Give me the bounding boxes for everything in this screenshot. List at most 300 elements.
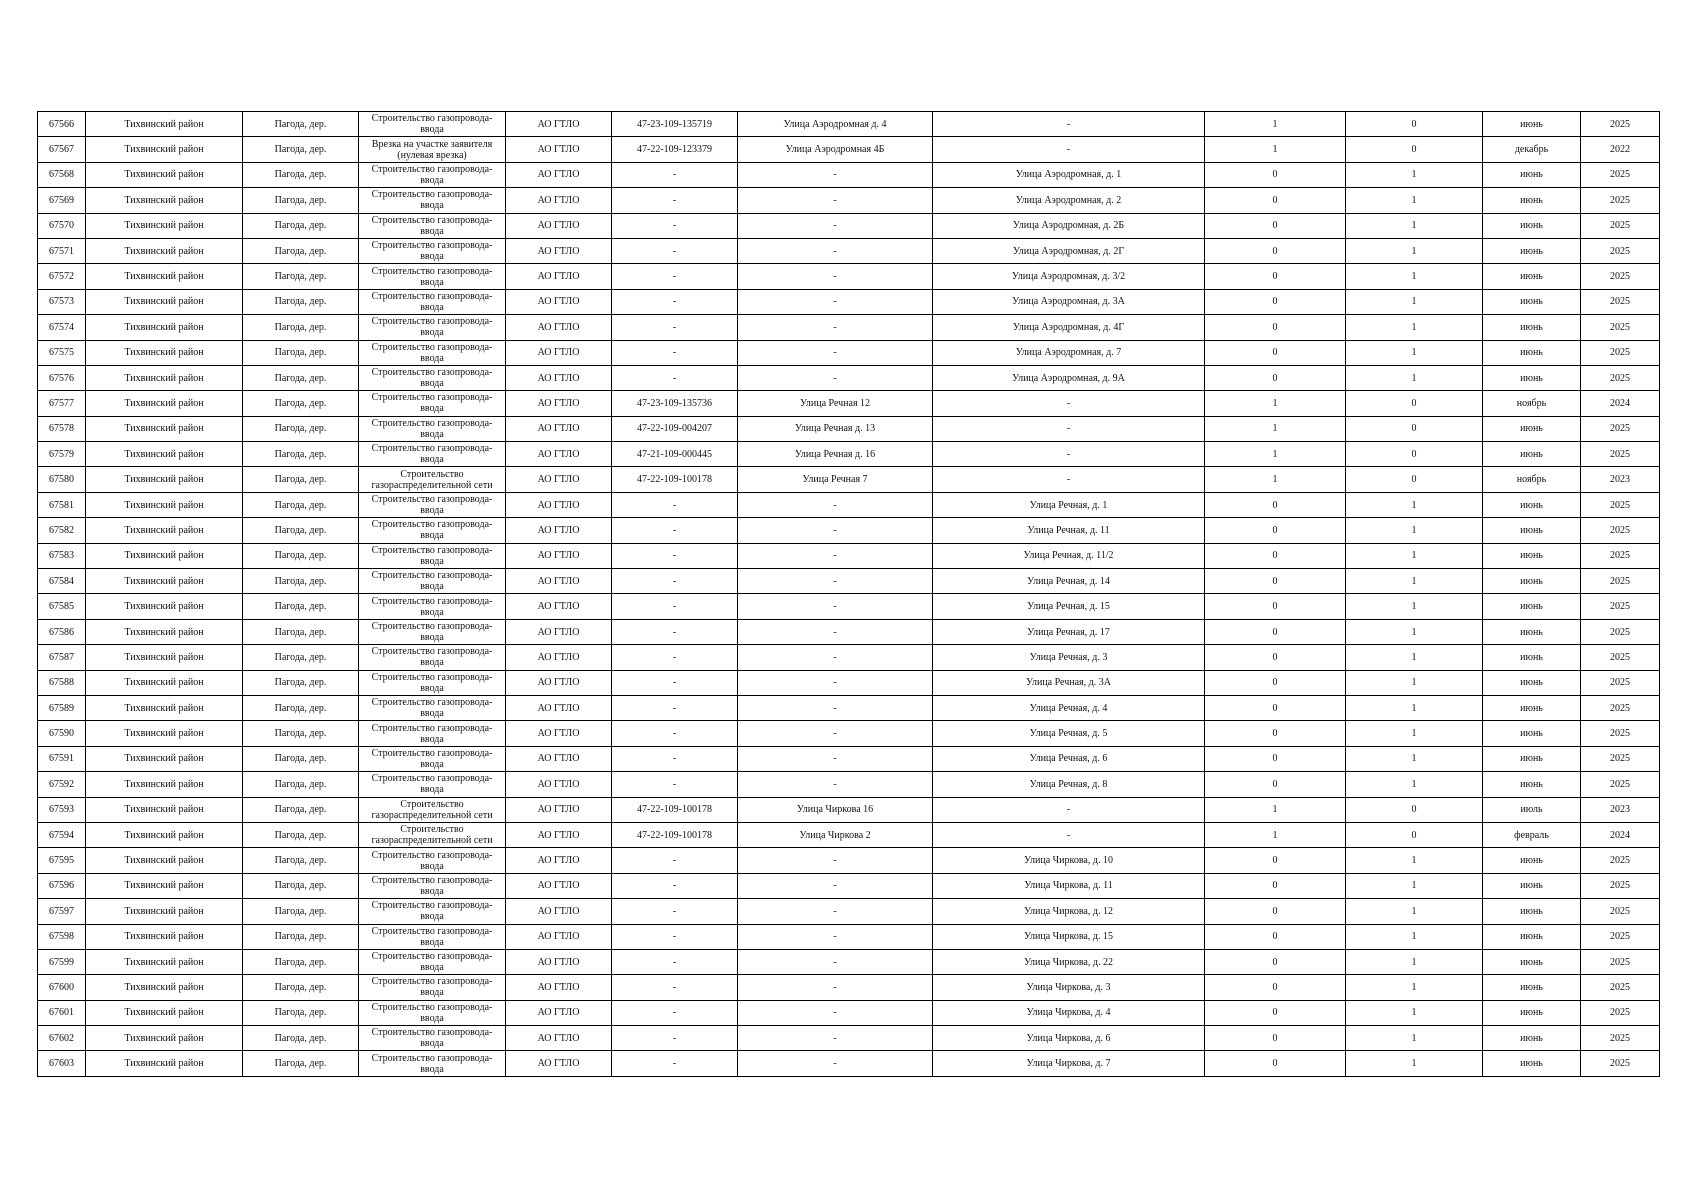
cell-settlement: Пагода, дер. bbox=[243, 949, 359, 974]
table-row bbox=[38, 1000, 1660, 1025]
cell-district: Тихвинский район bbox=[86, 848, 243, 873]
cell-house-address: Улица Речная, д. 3 bbox=[933, 645, 1205, 670]
cell-month: июнь bbox=[1483, 315, 1581, 340]
cell-cadastral-number: 47-22-109-100178 bbox=[612, 797, 738, 822]
cell-settlement: Пагода, дер. bbox=[243, 238, 359, 263]
cell-month: июнь bbox=[1483, 873, 1581, 898]
cell-cadastral-number: - bbox=[612, 518, 738, 543]
cell-month: июнь bbox=[1483, 695, 1581, 720]
cell-house-address: Улица Аэродромная, д. 2Г bbox=[933, 238, 1205, 263]
cell-count-b: 1 bbox=[1346, 1026, 1483, 1051]
cell-month: июнь bbox=[1483, 492, 1581, 517]
cell-settlement: Пагода, дер. bbox=[243, 391, 359, 416]
cell-house-address: Улица Чиркова, д. 7 bbox=[933, 1051, 1205, 1076]
cell-work-type: Строительство газопровода-ввода bbox=[359, 543, 506, 568]
cell-year: 2025 bbox=[1581, 162, 1660, 187]
table-row bbox=[38, 365, 1660, 390]
cell-address: - bbox=[738, 899, 933, 924]
cell-month: июнь bbox=[1483, 518, 1581, 543]
cell-work-type: Строительство газопровода-ввода bbox=[359, 924, 506, 949]
cell-count-b: 1 bbox=[1346, 264, 1483, 289]
cell-address: Улица Речная д. 13 bbox=[738, 416, 933, 441]
cell-count-b: 1 bbox=[1346, 289, 1483, 314]
cell-year: 2025 bbox=[1581, 1051, 1660, 1076]
cell-count-a: 1 bbox=[1205, 391, 1346, 416]
cell-organization: АО ГТЛО bbox=[506, 442, 612, 467]
cell-cadastral-number: - bbox=[612, 746, 738, 771]
cell-count-b: 1 bbox=[1346, 594, 1483, 619]
cell-count-a: 0 bbox=[1205, 213, 1346, 238]
cell-work-type: Строительство газопровода-ввода bbox=[359, 492, 506, 517]
cell-id: 67583 bbox=[38, 543, 86, 568]
cell-count-b: 1 bbox=[1346, 924, 1483, 949]
cell-year: 2025 bbox=[1581, 518, 1660, 543]
cell-year: 2025 bbox=[1581, 645, 1660, 670]
cell-id: 67600 bbox=[38, 975, 86, 1000]
cell-address: Улица Речная 7 bbox=[738, 467, 933, 492]
cell-count-b: 1 bbox=[1346, 238, 1483, 263]
cell-settlement: Пагода, дер. bbox=[243, 213, 359, 238]
cell-work-type: Строительство газопровода-ввода bbox=[359, 746, 506, 771]
cell-cadastral-number: - bbox=[612, 315, 738, 340]
cell-id: 67576 bbox=[38, 365, 86, 390]
cell-address: Улица Аэродромная 4Б bbox=[738, 137, 933, 162]
cell-count-b: 0 bbox=[1346, 112, 1483, 137]
cell-district: Тихвинский район bbox=[86, 391, 243, 416]
cell-work-type: Строительство газопровода-ввода bbox=[359, 619, 506, 644]
cell-district: Тихвинский район bbox=[86, 162, 243, 187]
table-row bbox=[38, 238, 1660, 263]
cell-organization: АО ГТЛО bbox=[506, 238, 612, 263]
cell-organization: АО ГТЛО bbox=[506, 848, 612, 873]
cell-id: 67599 bbox=[38, 949, 86, 974]
cell-settlement: Пагода, дер. bbox=[243, 162, 359, 187]
cell-settlement: Пагода, дер. bbox=[243, 645, 359, 670]
table-row bbox=[38, 543, 1660, 568]
cell-district: Тихвинский район bbox=[86, 924, 243, 949]
cell-district: Тихвинский район bbox=[86, 721, 243, 746]
cell-house-address: Улица Речная, д. 3А bbox=[933, 670, 1205, 695]
cell-house-address: Улица Речная, д. 11/2 bbox=[933, 543, 1205, 568]
cell-year: 2022 bbox=[1581, 137, 1660, 162]
cell-month: июнь bbox=[1483, 1051, 1581, 1076]
cell-id: 67602 bbox=[38, 1026, 86, 1051]
cell-house-address: Улица Речная, д. 1 bbox=[933, 492, 1205, 517]
table-row bbox=[38, 1051, 1660, 1076]
cell-address: - bbox=[738, 492, 933, 517]
cell-month: июнь bbox=[1483, 213, 1581, 238]
cell-id: 67579 bbox=[38, 442, 86, 467]
table-row bbox=[38, 822, 1660, 847]
cell-id: 67591 bbox=[38, 746, 86, 771]
cell-year: 2025 bbox=[1581, 1026, 1660, 1051]
cell-district: Тихвинский район bbox=[86, 1051, 243, 1076]
cell-count-b: 1 bbox=[1346, 645, 1483, 670]
cell-count-b: 1 bbox=[1346, 213, 1483, 238]
cell-settlement: Пагода, дер. bbox=[243, 188, 359, 213]
cell-month: июнь bbox=[1483, 188, 1581, 213]
cell-count-b: 0 bbox=[1346, 822, 1483, 847]
cell-month: июнь bbox=[1483, 365, 1581, 390]
cell-address: - bbox=[738, 594, 933, 619]
cell-year: 2025 bbox=[1581, 365, 1660, 390]
cell-district: Тихвинский район bbox=[86, 1000, 243, 1025]
cell-settlement: Пагода, дер. bbox=[243, 670, 359, 695]
cell-cadastral-number: - bbox=[612, 569, 738, 594]
cell-count-a: 0 bbox=[1205, 721, 1346, 746]
cell-house-address: Улица Речная, д. 8 bbox=[933, 772, 1205, 797]
cell-id: 67574 bbox=[38, 315, 86, 340]
cell-count-a: 0 bbox=[1205, 873, 1346, 898]
cell-month: июнь bbox=[1483, 645, 1581, 670]
cell-organization: АО ГТЛО bbox=[506, 492, 612, 517]
cell-year: 2025 bbox=[1581, 924, 1660, 949]
cell-address: - bbox=[738, 188, 933, 213]
cell-count-a: 0 bbox=[1205, 569, 1346, 594]
cell-district: Тихвинский район bbox=[86, 899, 243, 924]
cell-count-a: 0 bbox=[1205, 289, 1346, 314]
cell-work-type: Строительство газопровода-ввода bbox=[359, 594, 506, 619]
cell-address: - bbox=[738, 238, 933, 263]
cell-id: 67592 bbox=[38, 772, 86, 797]
cell-month: ноябрь bbox=[1483, 391, 1581, 416]
cell-month: июнь bbox=[1483, 1026, 1581, 1051]
cell-district: Тихвинский район bbox=[86, 594, 243, 619]
cell-work-type: Строительство газопровода-ввода bbox=[359, 213, 506, 238]
cell-id: 67598 bbox=[38, 924, 86, 949]
table-row bbox=[38, 1026, 1660, 1051]
cell-settlement: Пагода, дер. bbox=[243, 695, 359, 720]
cell-organization: АО ГТЛО bbox=[506, 315, 612, 340]
cell-organization: АО ГТЛО bbox=[506, 594, 612, 619]
cell-house-address: Улица Чиркова, д. 22 bbox=[933, 949, 1205, 974]
cell-organization: АО ГТЛО bbox=[506, 391, 612, 416]
cell-organization: АО ГТЛО bbox=[506, 873, 612, 898]
cell-house-address: Улица Чиркова, д. 4 bbox=[933, 1000, 1205, 1025]
cell-cadastral-number: - bbox=[612, 619, 738, 644]
cell-district: Тихвинский район bbox=[86, 213, 243, 238]
cell-month: июнь bbox=[1483, 975, 1581, 1000]
cell-district: Тихвинский район bbox=[86, 112, 243, 137]
cell-work-type: Строительство газопровода-ввода bbox=[359, 416, 506, 441]
cell-month: июнь bbox=[1483, 1000, 1581, 1025]
cell-organization: АО ГТЛО bbox=[506, 137, 612, 162]
cell-house-address: - bbox=[933, 822, 1205, 847]
cell-work-type: Врезка на участке заявителя (нулевая врезка) bbox=[359, 137, 506, 162]
cell-count-b: 1 bbox=[1346, 1051, 1483, 1076]
cell-district: Тихвинский район bbox=[86, 518, 243, 543]
cell-count-a: 0 bbox=[1205, 746, 1346, 771]
cell-count-a: 0 bbox=[1205, 238, 1346, 263]
cell-work-type: Строительство газораспределительной сети bbox=[359, 797, 506, 822]
cell-count-a: 1 bbox=[1205, 822, 1346, 847]
cell-district: Тихвинский район bbox=[86, 1026, 243, 1051]
cell-year: 2025 bbox=[1581, 238, 1660, 263]
cell-address: Улица Речная д. 16 bbox=[738, 442, 933, 467]
cell-organization: АО ГТЛО bbox=[506, 670, 612, 695]
cell-house-address: - bbox=[933, 391, 1205, 416]
cell-month: июнь bbox=[1483, 899, 1581, 924]
cell-address: - bbox=[738, 619, 933, 644]
cell-work-type: Строительство газораспределительной сети bbox=[359, 822, 506, 847]
cell-organization: АО ГТЛО bbox=[506, 1026, 612, 1051]
cell-count-a: 0 bbox=[1205, 543, 1346, 568]
cell-month: июнь bbox=[1483, 442, 1581, 467]
cell-cadastral-number: 47-23-109-135719 bbox=[612, 112, 738, 137]
cell-count-b: 1 bbox=[1346, 975, 1483, 1000]
cell-month: декабрь bbox=[1483, 137, 1581, 162]
cell-month: июнь bbox=[1483, 949, 1581, 974]
table-row bbox=[38, 391, 1660, 416]
cell-settlement: Пагода, дер. bbox=[243, 416, 359, 441]
cell-year: 2024 bbox=[1581, 391, 1660, 416]
cell-settlement: Пагода, дер. bbox=[243, 467, 359, 492]
cell-cadastral-number: 47-22-109-100178 bbox=[612, 467, 738, 492]
table-row bbox=[38, 721, 1660, 746]
cell-count-a: 0 bbox=[1205, 695, 1346, 720]
table-row bbox=[38, 137, 1660, 162]
cell-count-b: 1 bbox=[1346, 619, 1483, 644]
cell-cadastral-number: - bbox=[612, 238, 738, 263]
cell-cadastral-number: - bbox=[612, 721, 738, 746]
cell-year: 2025 bbox=[1581, 594, 1660, 619]
cell-id: 67577 bbox=[38, 391, 86, 416]
cell-month: ноябрь bbox=[1483, 467, 1581, 492]
table-row bbox=[38, 949, 1660, 974]
table-row bbox=[38, 467, 1660, 492]
cell-count-a: 0 bbox=[1205, 772, 1346, 797]
cell-id: 67601 bbox=[38, 1000, 86, 1025]
cell-count-b: 1 bbox=[1346, 315, 1483, 340]
cell-organization: АО ГТЛО bbox=[506, 797, 612, 822]
cell-count-a: 1 bbox=[1205, 442, 1346, 467]
cell-organization: АО ГТЛО bbox=[506, 213, 612, 238]
cell-address: - bbox=[738, 949, 933, 974]
cell-count-a: 1 bbox=[1205, 112, 1346, 137]
cell-address: Улица Чиркова 2 bbox=[738, 822, 933, 847]
cell-district: Тихвинский район bbox=[86, 975, 243, 1000]
cell-house-address: - bbox=[933, 442, 1205, 467]
table-row bbox=[38, 518, 1660, 543]
cell-house-address: - bbox=[933, 416, 1205, 441]
cell-cadastral-number: - bbox=[612, 264, 738, 289]
cell-organization: АО ГТЛО bbox=[506, 416, 612, 441]
cell-house-address: Улица Речная, д. 4 bbox=[933, 695, 1205, 720]
cell-house-address: Улица Аэродромная, д. 7 bbox=[933, 340, 1205, 365]
cell-organization: АО ГТЛО bbox=[506, 289, 612, 314]
cell-month: июнь bbox=[1483, 543, 1581, 568]
cell-year: 2025 bbox=[1581, 848, 1660, 873]
cell-year: 2024 bbox=[1581, 822, 1660, 847]
cell-id: 67588 bbox=[38, 670, 86, 695]
cell-settlement: Пагода, дер. bbox=[243, 899, 359, 924]
cell-id: 67590 bbox=[38, 721, 86, 746]
cell-count-b: 1 bbox=[1346, 848, 1483, 873]
cell-year: 2025 bbox=[1581, 949, 1660, 974]
cell-house-address: Улица Аэродромная, д. 4Г bbox=[933, 315, 1205, 340]
cell-id: 67589 bbox=[38, 695, 86, 720]
cell-count-b: 1 bbox=[1346, 569, 1483, 594]
cell-count-a: 0 bbox=[1205, 949, 1346, 974]
cell-address: - bbox=[738, 518, 933, 543]
cell-organization: АО ГТЛО bbox=[506, 772, 612, 797]
cell-district: Тихвинский район bbox=[86, 619, 243, 644]
cell-house-address: - bbox=[933, 112, 1205, 137]
cell-id: 67571 bbox=[38, 238, 86, 263]
cell-year: 2025 bbox=[1581, 619, 1660, 644]
cell-count-a: 0 bbox=[1205, 1000, 1346, 1025]
cell-house-address: Улица Речная, д. 6 bbox=[933, 746, 1205, 771]
cell-month: февраль bbox=[1483, 822, 1581, 847]
cell-month: июль bbox=[1483, 797, 1581, 822]
cell-year: 2025 bbox=[1581, 695, 1660, 720]
cell-house-address: Улица Чиркова, д. 15 bbox=[933, 924, 1205, 949]
cell-organization: АО ГТЛО bbox=[506, 162, 612, 187]
cell-settlement: Пагода, дер. bbox=[243, 1026, 359, 1051]
cell-work-type: Строительство газопровода-ввода bbox=[359, 365, 506, 390]
cell-year: 2025 bbox=[1581, 289, 1660, 314]
cell-cadastral-number: - bbox=[612, 340, 738, 365]
cell-count-a: 0 bbox=[1205, 924, 1346, 949]
table-row bbox=[38, 746, 1660, 771]
cell-house-address: Улица Речная, д. 5 bbox=[933, 721, 1205, 746]
cell-district: Тихвинский район bbox=[86, 645, 243, 670]
cell-cadastral-number: - bbox=[612, 594, 738, 619]
cell-house-address: Улица Чиркова, д. 10 bbox=[933, 848, 1205, 873]
cell-settlement: Пагода, дер. bbox=[243, 112, 359, 137]
cell-month: июнь bbox=[1483, 772, 1581, 797]
cell-work-type: Строительство газопровода-ввода bbox=[359, 975, 506, 1000]
cell-count-a: 0 bbox=[1205, 975, 1346, 1000]
cell-house-address: Улица Чиркова, д. 6 bbox=[933, 1026, 1205, 1051]
cell-count-b: 0 bbox=[1346, 467, 1483, 492]
cell-year: 2023 bbox=[1581, 467, 1660, 492]
cell-settlement: Пагода, дер. bbox=[243, 315, 359, 340]
cell-settlement: Пагода, дер. bbox=[243, 543, 359, 568]
cell-count-a: 0 bbox=[1205, 1026, 1346, 1051]
cell-count-b: 1 bbox=[1346, 365, 1483, 390]
cell-settlement: Пагода, дер. bbox=[243, 822, 359, 847]
cell-year: 2025 bbox=[1581, 746, 1660, 771]
cell-district: Тихвинский район bbox=[86, 797, 243, 822]
cell-cadastral-number: - bbox=[612, 289, 738, 314]
cell-settlement: Пагода, дер. bbox=[243, 594, 359, 619]
cell-work-type: Строительство газопровода-ввода bbox=[359, 1026, 506, 1051]
cell-settlement: Пагода, дер. bbox=[243, 569, 359, 594]
gasification-table bbox=[37, 111, 1660, 1077]
cell-district: Тихвинский район bbox=[86, 442, 243, 467]
cell-id: 67586 bbox=[38, 619, 86, 644]
cell-count-a: 1 bbox=[1205, 797, 1346, 822]
cell-district: Тихвинский район bbox=[86, 188, 243, 213]
cell-year: 2023 bbox=[1581, 797, 1660, 822]
cell-month: июнь bbox=[1483, 569, 1581, 594]
cell-id: 67566 bbox=[38, 112, 86, 137]
cell-district: Тихвинский район bbox=[86, 416, 243, 441]
cell-month: июнь bbox=[1483, 289, 1581, 314]
cell-house-address: Улица Речная, д. 15 bbox=[933, 594, 1205, 619]
cell-organization: АО ГТЛО bbox=[506, 112, 612, 137]
cell-year: 2025 bbox=[1581, 340, 1660, 365]
cell-count-a: 0 bbox=[1205, 340, 1346, 365]
cell-year: 2025 bbox=[1581, 416, 1660, 441]
cell-settlement: Пагода, дер. bbox=[243, 365, 359, 390]
cell-settlement: Пагода, дер. bbox=[243, 975, 359, 1000]
cell-id: 67597 bbox=[38, 899, 86, 924]
cell-cadastral-number: - bbox=[612, 695, 738, 720]
cell-address: Улица Аэродромная д. 4 bbox=[738, 112, 933, 137]
cell-month: июнь bbox=[1483, 670, 1581, 695]
cell-year: 2025 bbox=[1581, 112, 1660, 137]
table-row bbox=[38, 112, 1660, 137]
cell-cadastral-number: - bbox=[612, 670, 738, 695]
cell-house-address: Улица Чиркова, д. 12 bbox=[933, 899, 1205, 924]
cell-work-type: Строительство газопровода-ввода bbox=[359, 264, 506, 289]
cell-organization: АО ГТЛО bbox=[506, 949, 612, 974]
cell-cadastral-number: - bbox=[612, 1000, 738, 1025]
cell-count-b: 1 bbox=[1346, 492, 1483, 517]
cell-month: июнь bbox=[1483, 162, 1581, 187]
cell-settlement: Пагода, дер. bbox=[243, 289, 359, 314]
cell-id: 67587 bbox=[38, 645, 86, 670]
cell-district: Тихвинский район bbox=[86, 492, 243, 517]
cell-count-b: 1 bbox=[1346, 721, 1483, 746]
cell-address: - bbox=[738, 721, 933, 746]
cell-year: 2025 bbox=[1581, 975, 1660, 1000]
cell-id: 67582 bbox=[38, 518, 86, 543]
cell-count-b: 0 bbox=[1346, 391, 1483, 416]
table-row bbox=[38, 645, 1660, 670]
cell-address: - bbox=[738, 315, 933, 340]
cell-id: 67568 bbox=[38, 162, 86, 187]
cell-organization: АО ГТЛО bbox=[506, 518, 612, 543]
cell-address: - bbox=[738, 340, 933, 365]
cell-work-type: Строительство газопровода-ввода bbox=[359, 391, 506, 416]
cell-cadastral-number: 47-22-109-100178 bbox=[612, 822, 738, 847]
cell-organization: АО ГТЛО bbox=[506, 569, 612, 594]
cell-settlement: Пагода, дер. bbox=[243, 1051, 359, 1076]
table-row bbox=[38, 670, 1660, 695]
cell-cadastral-number: - bbox=[612, 162, 738, 187]
cell-district: Тихвинский район bbox=[86, 873, 243, 898]
cell-year: 2025 bbox=[1581, 264, 1660, 289]
cell-cadastral-number: - bbox=[612, 213, 738, 238]
cell-house-address: Улица Аэродромная, д. 2 bbox=[933, 188, 1205, 213]
cell-id: 67569 bbox=[38, 188, 86, 213]
cell-work-type: Строительство газопровода-ввода bbox=[359, 442, 506, 467]
table-row bbox=[38, 213, 1660, 238]
cell-house-address: Улица Чиркова, д. 3 bbox=[933, 975, 1205, 1000]
cell-cadastral-number: - bbox=[612, 772, 738, 797]
table-body bbox=[38, 112, 1660, 1077]
cell-cadastral-number: - bbox=[612, 1051, 738, 1076]
cell-organization: АО ГТЛО bbox=[506, 822, 612, 847]
cell-work-type: Строительство газопровода-ввода bbox=[359, 112, 506, 137]
cell-settlement: Пагода, дер. bbox=[243, 442, 359, 467]
cell-settlement: Пагода, дер. bbox=[243, 340, 359, 365]
cell-work-type: Строительство газопровода-ввода bbox=[359, 289, 506, 314]
cell-count-a: 0 bbox=[1205, 670, 1346, 695]
cell-cadastral-number: - bbox=[612, 899, 738, 924]
cell-count-a: 0 bbox=[1205, 518, 1346, 543]
cell-settlement: Пагода, дер. bbox=[243, 746, 359, 771]
cell-count-b: 1 bbox=[1346, 340, 1483, 365]
cell-address: - bbox=[738, 848, 933, 873]
cell-count-a: 0 bbox=[1205, 492, 1346, 517]
cell-district: Тихвинский район bbox=[86, 949, 243, 974]
cell-count-b: 1 bbox=[1346, 873, 1483, 898]
cell-id: 67603 bbox=[38, 1051, 86, 1076]
